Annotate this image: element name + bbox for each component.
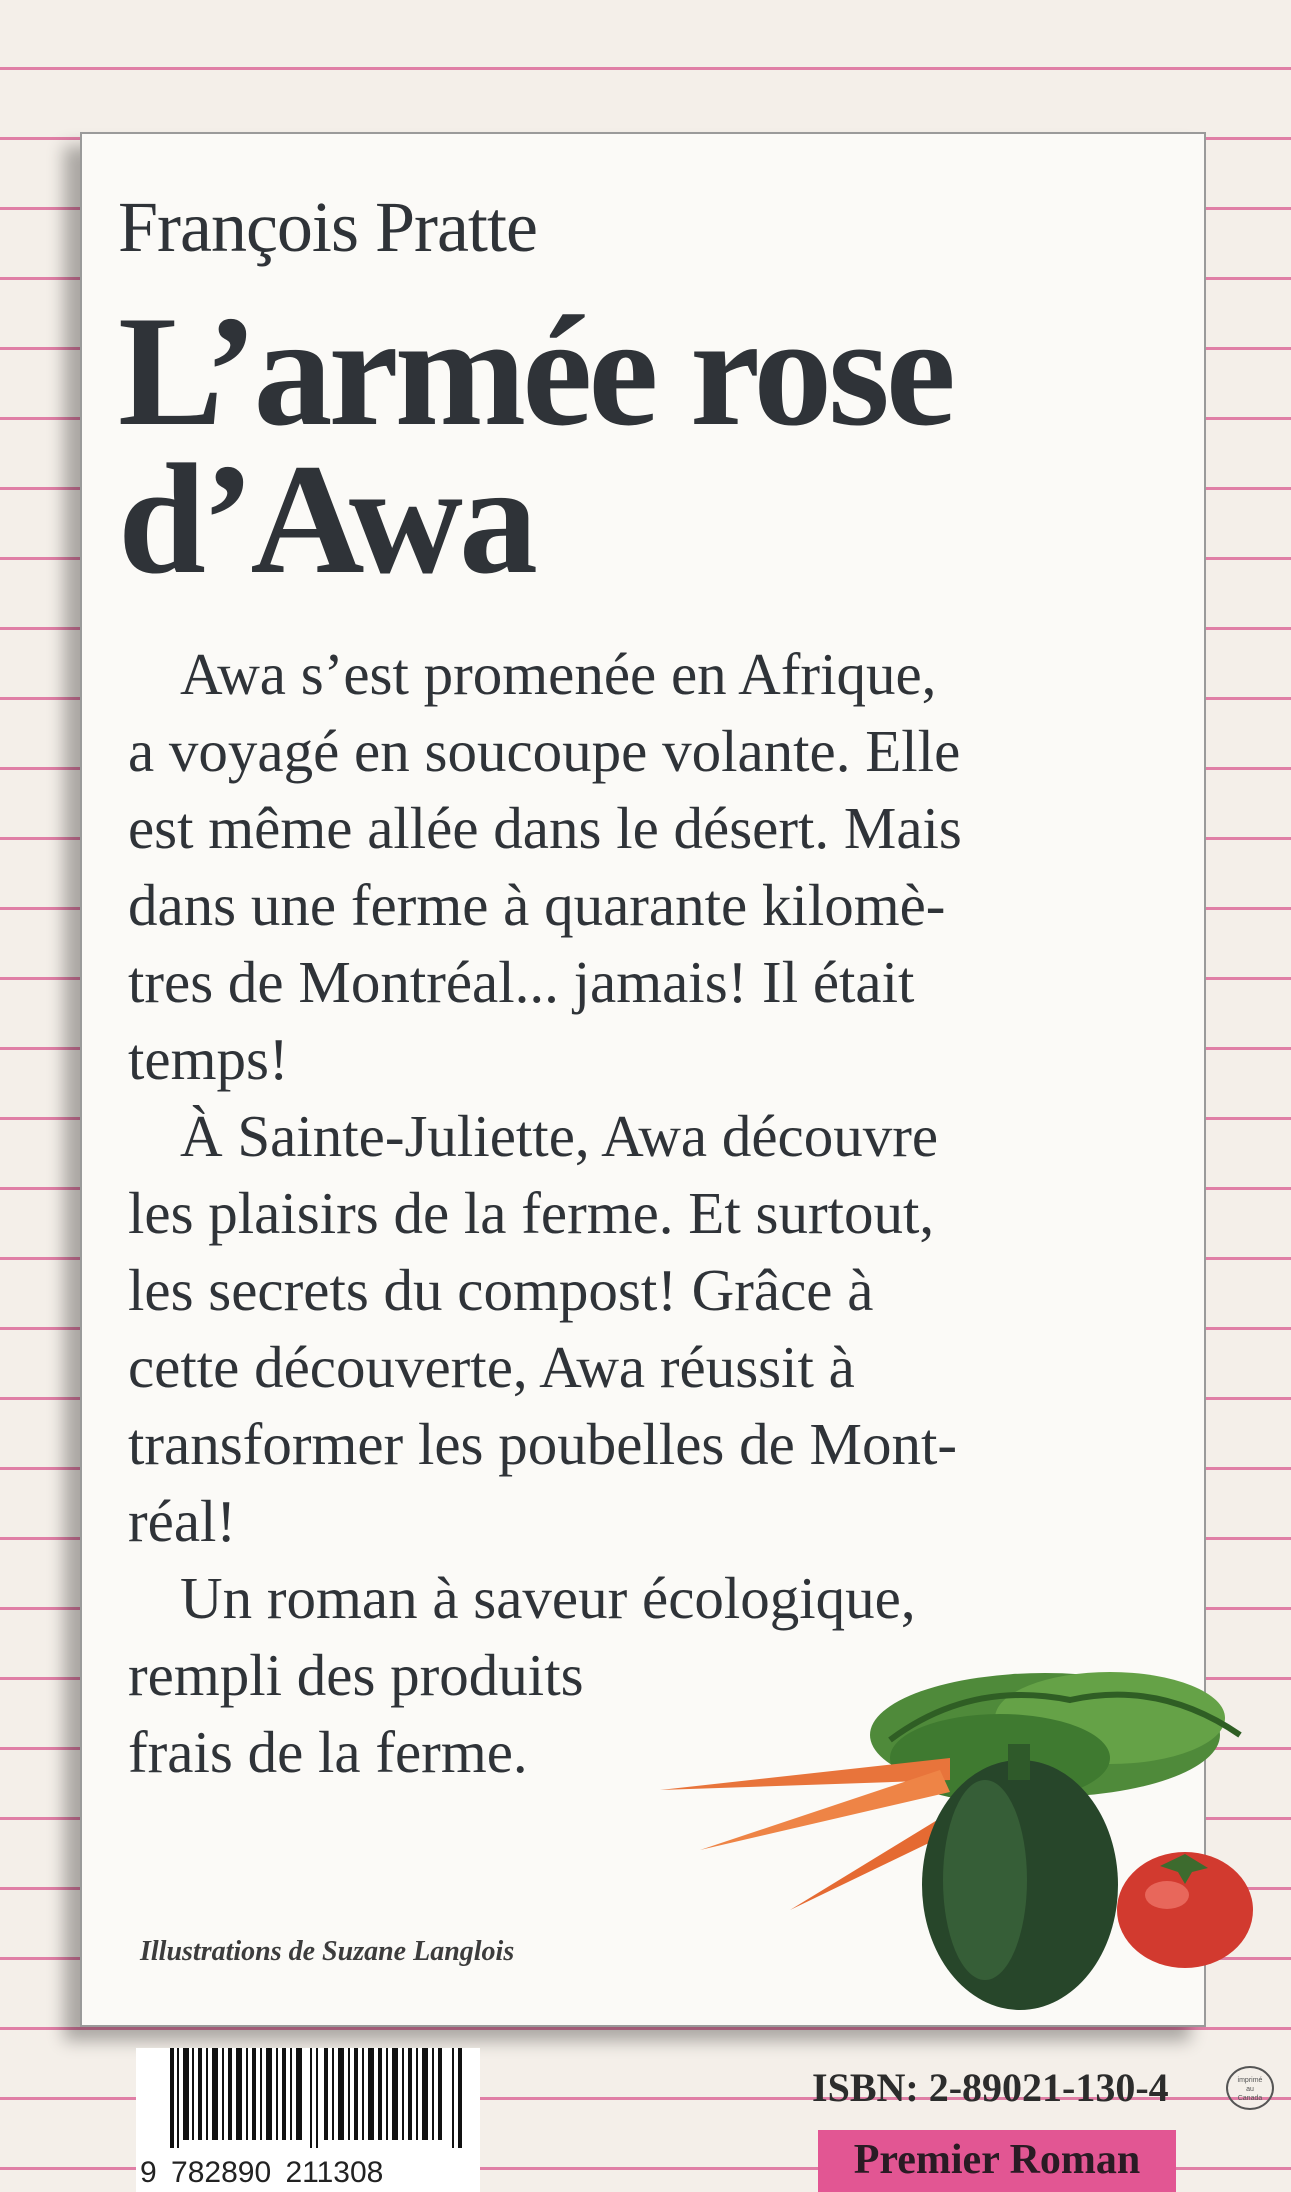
summary-line: Awa s’est promenée en Afrique, bbox=[180, 641, 937, 707]
summary-line: les plaisirs de la ferme. Et surtout, bbox=[128, 1180, 935, 1246]
summary-line: tres de Montréal... jamais! Il était bbox=[128, 949, 915, 1015]
tomato-icon bbox=[1117, 1852, 1253, 1968]
summary-line: a voyagé en soucoupe volante. Elle bbox=[128, 718, 961, 784]
summary-text bbox=[128, 636, 1178, 1791]
barcode-digit-group: 782890 bbox=[171, 2156, 272, 2189]
summary-line: dans une ferme à quarante kilomè- bbox=[128, 872, 946, 938]
barcode bbox=[136, 2048, 480, 2192]
vegetables-illustration bbox=[640, 1640, 1260, 2020]
book-title bbox=[118, 284, 952, 607]
summary-line: Un roman à saveur écologique, bbox=[180, 1565, 916, 1631]
illustrations-credit: Illustrations de Suzane Langlois bbox=[140, 1936, 515, 1967]
summary-line: À Sainte-Juliette, Awa découvre bbox=[180, 1103, 939, 1169]
seal-text: Canada bbox=[1237, 2095, 1263, 2102]
isbn: ISBN: 2-89021-130-4 bbox=[812, 2065, 1169, 2110]
barcode-digits bbox=[140, 2156, 389, 2190]
summary-line: réal! bbox=[128, 1488, 237, 1554]
barcode-digit-group: 211308 bbox=[285, 2156, 384, 2189]
summary-line: transformer les poubelles de Mont- bbox=[128, 1411, 958, 1477]
summary-line: rempli des produits bbox=[128, 1642, 584, 1708]
seal-text: imprimé bbox=[1237, 2077, 1263, 2084]
summary-line: les secrets du compost! Grâce à bbox=[128, 1257, 874, 1323]
author-name: François Pratte bbox=[118, 187, 537, 267]
title-line-2: d’Awa bbox=[118, 432, 534, 607]
summary-line: frais de la ferme. bbox=[128, 1719, 528, 1785]
series-badge: Premier Roman bbox=[818, 2130, 1176, 2192]
summary-line: temps! bbox=[128, 1026, 289, 1092]
printed-in-canada-seal bbox=[1226, 2066, 1274, 2110]
summary-line: est même allée dans le désert. Mais bbox=[128, 795, 962, 861]
seal-text: au bbox=[1246, 2086, 1254, 2093]
summary-line: cette découverte, Awa réussit à bbox=[128, 1334, 855, 1400]
title-line-1: L’armée rose bbox=[118, 284, 952, 459]
barcode-bars bbox=[170, 2048, 470, 2148]
barcode-digit-group: 9 bbox=[140, 2156, 157, 2189]
